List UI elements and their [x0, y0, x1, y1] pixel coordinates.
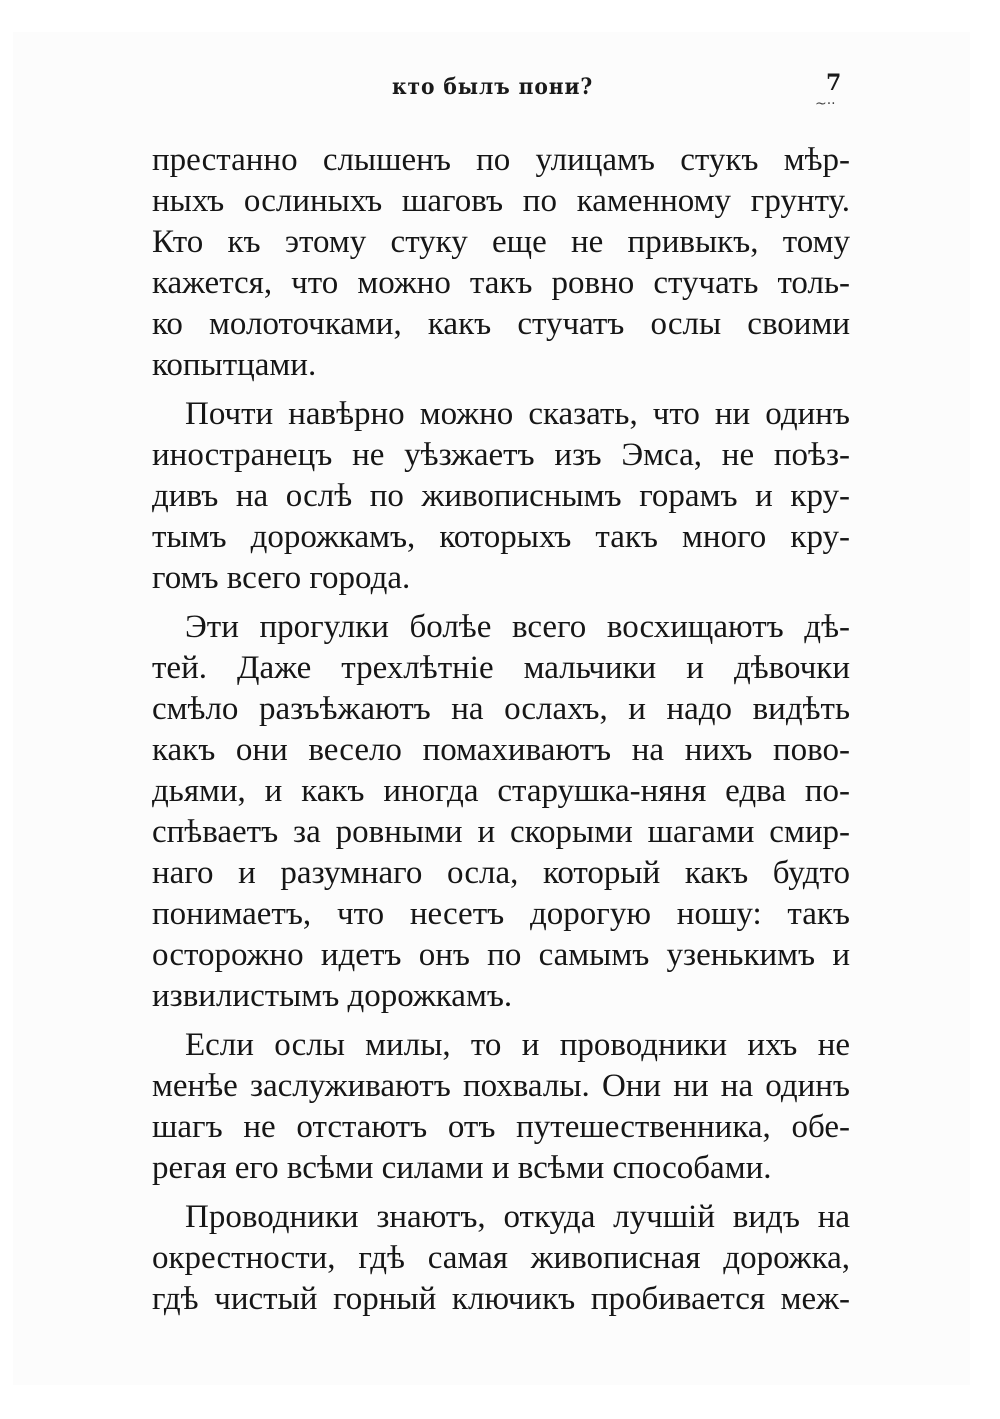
paragraph [152, 1197, 850, 1320]
text-line: гомъ всего города. [152, 560, 411, 596]
paragraph [152, 607, 850, 1017]
text-line: дивъ на ослѣ по живописнымъ горамъ и кру- [152, 478, 850, 514]
text-line: какъ они весело помахиваютъ на нихъ пово- [152, 732, 850, 768]
paragraph-gap [152, 386, 850, 394]
text-line: дьями, и какъ иногда старушка-няня едва по- [152, 773, 850, 809]
page-number: 7 [826, 70, 842, 96]
running-title: кто былъ пони? [392, 74, 594, 100]
text-line: Почти навѣрно можно сказать, что ни одинъ [185, 396, 850, 432]
paragraph [152, 394, 850, 599]
text-line: кажется, что можно такъ ровно стучать толь- [152, 265, 850, 301]
text-line: понимаетъ, что несетъ дорогую ношу: такъ [152, 896, 850, 932]
text-line: Эти прогулки болѣе всего восхищаютъ дѣ- [185, 609, 850, 645]
paragraph [152, 140, 850, 386]
text-line: ныхъ ослиныхъ шаговъ по каменному грунту. [152, 183, 850, 219]
text-line: тымъ дорожкамъ, которыхъ такъ много кру- [152, 519, 850, 555]
text-line: извилистымъ дорожкамъ. [152, 978, 513, 1014]
text-line: Кто къ этому стуку еще не привыкъ, тому [152, 224, 850, 260]
text-line: гдѣ чистый горный ключикъ пробивается меж- [152, 1281, 850, 1317]
text-line: спѣваетъ за ровными и скорыми шагами смир- [152, 814, 850, 850]
text-body [152, 140, 850, 1320]
text-line: наго и разумнаго осла, который какъ будто [152, 855, 850, 891]
paragraph-gap [152, 1017, 850, 1025]
text-line: шагъ не отстаютъ отъ путешественника, обе- [152, 1109, 850, 1145]
text-line: Если ослы милы, то и проводники ихъ не [185, 1027, 850, 1063]
ornament-mark: ~·· [815, 96, 836, 112]
text-line: иностранецъ не уѣзжаетъ изъ Эмса, не поѣз- [152, 437, 850, 473]
text-line: копытцами. [152, 347, 317, 383]
text-line: окрестности, гдѣ самая живописная дорожка, [152, 1240, 850, 1276]
text-line: тей. Даже трехлѣтнiе мальчики и дѣвочки [152, 650, 850, 686]
paragraph-gap [152, 1189, 850, 1197]
text-line: смѣло разъѣжаютъ на ослахъ, и надо видѣть [152, 691, 850, 727]
text-line: Проводники знаютъ, откуда лучшiй видъ на [185, 1199, 850, 1235]
paragraph-gap [152, 599, 850, 607]
text-line: ко молоточками, какъ стучатъ ослы своими [152, 306, 850, 342]
text-line: осторожно идетъ онъ по самымъ узенькимъ и [152, 937, 850, 973]
text-line: регая его всѣми силами и всѣми способами. [152, 1150, 772, 1186]
paragraph [152, 1025, 850, 1189]
running-head [0, 70, 1000, 114]
text-line: престанно слышенъ по улицамъ стукъ мѣр- [152, 142, 850, 178]
text-line: менѣе заслуживаютъ похвалы. Они ни на одинъ [152, 1068, 850, 1104]
